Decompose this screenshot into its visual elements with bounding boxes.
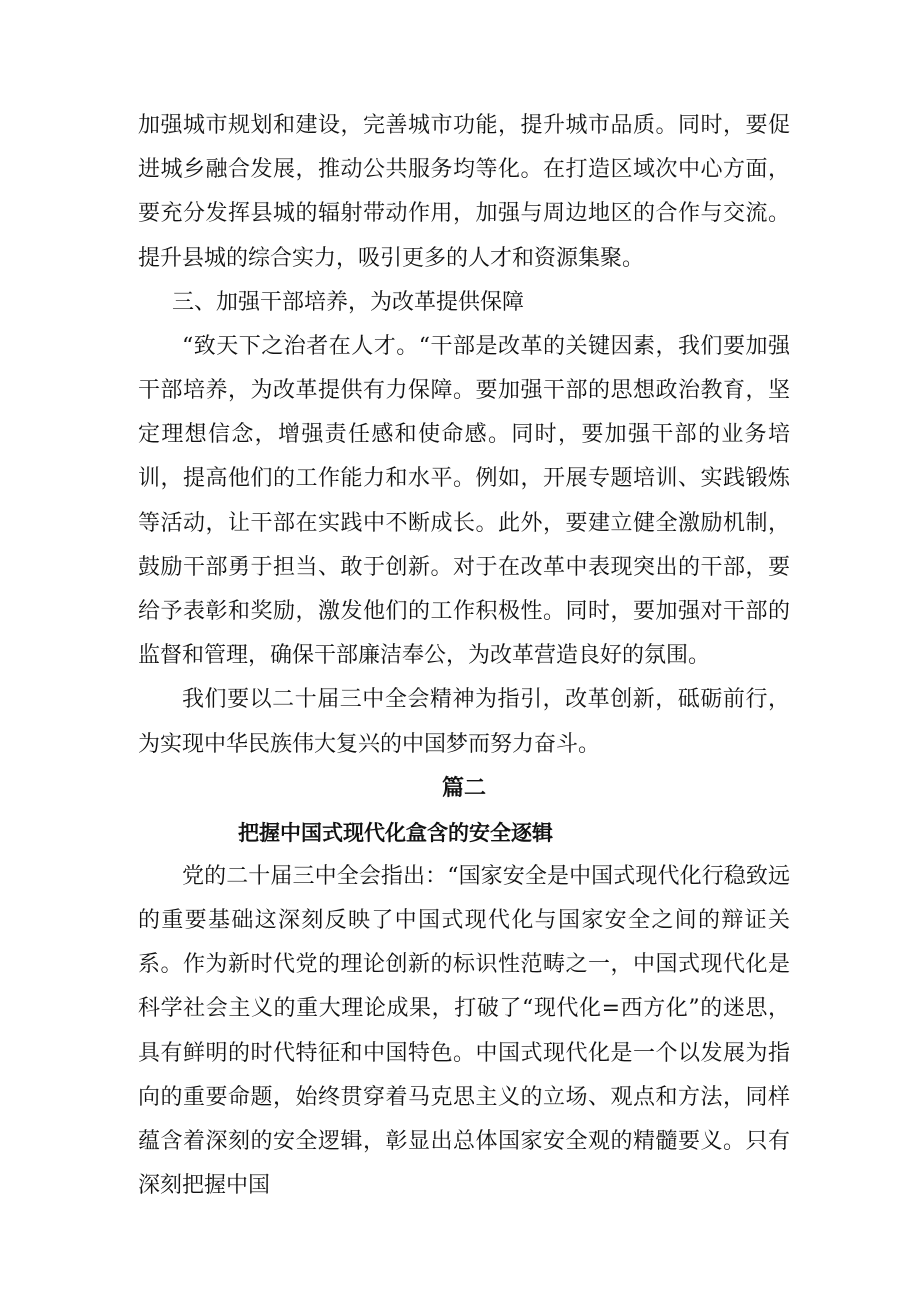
paragraph-cadre-training: “致天下之治者在人才。“干部是改革的关键因素，我们要加强干部培养，为改革提供有力保障。要加强干部的思想政治教育，坚定理想信念，增强责任感和使命感。同时，要加强干部的业务培训，提高他们的工作能力和水平。例如，开展专题培训、实践锻炼等活动，让干部在实践中不断成长。此外，要建立健全激励机制，鼓励干部勇于担当、敢于创新。对于在改革中表现突出的干部，要给予表彰和奖励，激发他们的工作积极性。同时，要加强对干部的监督和管理，确保干部廉洁奉公，为改革营造良好的氛围。 [138, 333, 790, 669]
paragraph-conclusion: 我们要以二十届三中全会精神为指引，改革创新，砥砺前行，为实现中华民族伟大复兴的中国梦而努力奋斗。 [138, 687, 790, 757]
section-heading-cadre-training: 三、加强干部培养，为改革提供保障 [172, 289, 525, 315]
paragraph-urban-development: 加强城市规划和建设，完善城市功能，提升城市品质。同时，要促进城乡融合发展，推动公共服务均等化。在打造区域次中心方面，要充分发挥县城的辐射带动作用，加强与周边地区的合作与交流。提升县城的综合实力，吸引更多的人才和资源集聚。 [138, 113, 790, 271]
article-title: 把握中国式现代化盒含的安全逐辑 [238, 819, 553, 845]
paragraph-national-security: 党的二十届三中全会指出：“国家安全是中国式现代化行稳致远的重要基础这深刻反映了中国式现代化与国家安全之间的辩证关系。作为新时代党的理论创新的标识性范畴之一，中国式现代化是科学社会主义的重大理论成果，打破了“现代化=西方化”的迷思，具有鲜明的时代特征和中国特色。中国式现代化是一个以发展为指向的重要命题，始终贯穿着马克思主义的立场、观点和方法，同样蕴含着深刻的安全逻辑，彰显出总体国家安全观的精髓要义。只有深刻把握中国 [138, 863, 790, 1199]
document-body [138, 104, 790, 1208]
part-title: 篇二 [441, 775, 486, 801]
